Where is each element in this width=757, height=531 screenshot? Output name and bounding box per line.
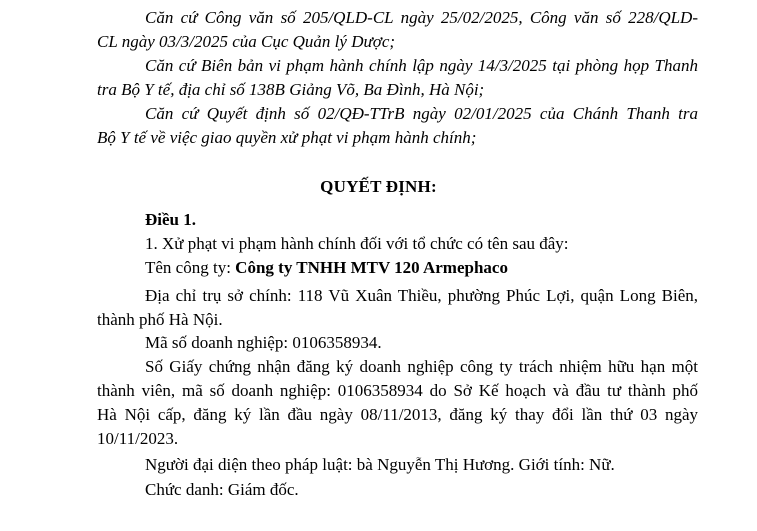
certificate-line-3: Hà Nội cấp, đăng ký lần đầu ngày 08/11/2013, đăng ký thay đổi lần thứ 03 ngày	[97, 405, 698, 424]
preamble-1-line-2: CL ngày 03/3/2025 của Cục Quản lý Dược;	[97, 32, 396, 51]
preamble-3-line-1: Căn cứ Quyết định số 02/QĐ-TTrB ngày 02/01/2025 của Chánh Thanh tra	[145, 104, 698, 123]
article-heading: Điều 1.	[145, 210, 196, 229]
address-line-1: Địa chỉ trụ sở chính: 118 Vũ Xuân Thiều, phường Phúc Lợi, quận Long Biên,	[145, 286, 698, 305]
certificate-paragraph	[97, 355, 698, 451]
clause-1-paragraph	[97, 232, 698, 256]
company-name: Công ty TNHH MTV 120 Armephaco	[235, 258, 508, 277]
article-heading-paragraph	[97, 208, 698, 232]
certificate-line-1: Số Giấy chứng nhận đăng ký doanh nghiệp công ty trách nhiệm hữu hạn một	[145, 357, 698, 376]
certificate-line-4: 10/11/2023.	[97, 429, 179, 448]
preamble-paragraph-3	[97, 102, 698, 150]
decision-title: QUYẾT ĐỊNH:	[320, 177, 437, 196]
preamble-3-line-2: Bộ Y tế về việc giao quyền xử phạt vi phạm hành chính;	[97, 128, 477, 147]
representative-paragraph	[97, 453, 698, 477]
company-line	[97, 256, 698, 280]
preamble-1-line-1: Căn cứ Công văn số 205/QLD-CL ngày 25/02/2025, Công văn số 228/QLD-	[145, 8, 698, 27]
preamble-2-line-2: tra Bộ Y tế, địa chỉ số 138B Giảng Võ, Ba Đình, Hà Nội;	[97, 80, 485, 99]
address-line-2: thành phố Hà Nội.	[97, 310, 223, 329]
certificate-line-2: thành viên, mã số doanh nghiệp: 0106358934 do Sở Kế hoạch và đầu tư thành phố	[97, 381, 698, 400]
address-paragraph	[97, 284, 698, 332]
position-paragraph	[97, 478, 698, 502]
clause-1-text: 1. Xử phạt vi phạm hành chính đối với tổ chức có tên sau đây:	[145, 234, 569, 253]
representative-text: Người đại diện theo pháp luật: bà Nguyễn Thị Hương. Giới tính: Nữ.	[145, 455, 615, 474]
preamble-2-line-1: Căn cứ Biên bản vi phạm hành chính lập ngày 14/3/2025 tại phòng họp Thanh	[145, 56, 698, 75]
company-label: Tên công ty:	[145, 258, 236, 277]
position-text: Chức danh: Giám đốc.	[145, 480, 299, 499]
tax-code-paragraph	[97, 331, 698, 355]
preamble-paragraph-1	[97, 6, 698, 54]
preamble-paragraph-2	[97, 54, 698, 102]
company-paragraph	[97, 256, 698, 280]
tax-code-text: Mã số doanh nghiệp: 0106358934.	[145, 333, 382, 352]
